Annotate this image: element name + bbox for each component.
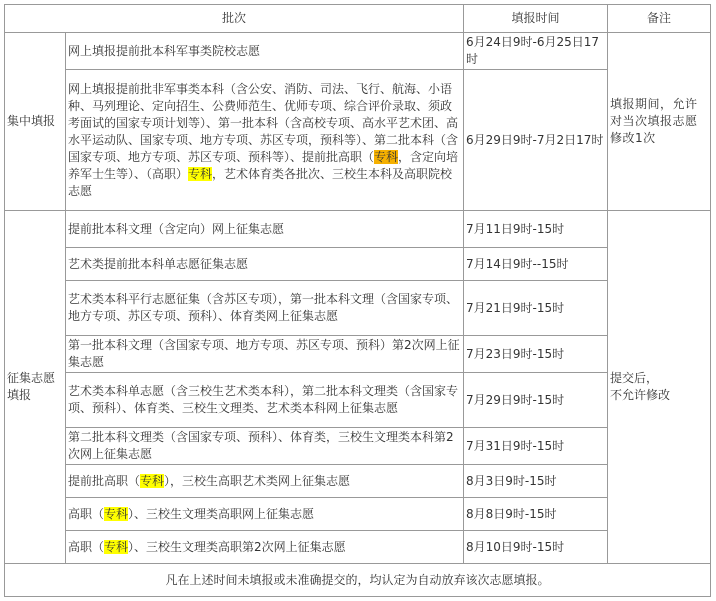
time-cell: 8月10日9时-15时 [464, 531, 608, 564]
batch-cell: 第二批本科文理类（含国家专项、预科）、体育类，三校生文理类本科第2次网上征集志愿 [66, 428, 464, 465]
batch-cell: 提前批本科文理（含定向）网上征集志愿 [66, 211, 464, 248]
table-row [5, 498, 711, 531]
time-cell: 8月8日9时-15时 [464, 498, 608, 531]
batch-text: ，艺术体育类各批次、三校生本科及高职院校志愿 [68, 166, 453, 198]
batch-cell: 艺术类本科平行志愿征集（含苏区专项），第一批本科文理（含国家专项、地方专项、苏区专项、预科）、体育类网上征集志愿 [66, 281, 464, 336]
batch-text: 高职（ [68, 506, 105, 521]
table-row [5, 373, 711, 428]
zhuanke-highlight: 专科 [188, 166, 213, 181]
table-row [5, 281, 711, 336]
group-label-supplementary: 征集志愿填报 [5, 211, 66, 564]
batch-cell: 艺术类本科单志愿（含三校生艺术类本科），第二批本科文理类（含国家专项、预科）、体育类、三校生文理类、艺术类本科网上征集志愿 [66, 373, 464, 428]
batch-text: ，含定向培养军士生等）、（高职） [68, 149, 459, 181]
time-cell: 7月14日9时--15时 [464, 248, 608, 281]
batch-text: 网上填报提前批非军事类本科（含公安、消防、司法、飞行、航海、小语种、马列理论、定向招生、公费师范生、优师专项、综合评价录取、须政考面试的国家专项计划等）、第一批本科（含高校专项、高水平艺术团、高水平运动队、国家专项、地方专项、苏区专项，预科等）、第二批本科（含国家专项、地方专项、苏区专项、预科等）、提前批高职（ [68, 81, 459, 164]
table-row [5, 428, 711, 465]
batch-text: 提前批高职（ [68, 473, 141, 488]
header-note: 备注 [608, 5, 711, 33]
time-cell: 6月29日9时-7月2日17时 [464, 70, 608, 211]
header-batch: 批次 [5, 5, 464, 33]
group-note-supplementary: 提交后， 不允许修改 [608, 211, 711, 564]
time-cell: 7月21日9时-15时 [464, 281, 608, 336]
time-cell: 7月31日9时-15时 [464, 428, 608, 465]
zhuanke-highlight: 专科 [104, 506, 129, 521]
time-cell: 8月3日9时-15时 [464, 465, 608, 498]
time-cell: 7月23日9时-15时 [464, 336, 608, 373]
batch-cell: 网上填报提前批本科军事类院校志愿 [66, 33, 464, 70]
table-row [5, 70, 711, 211]
table-row [5, 211, 711, 248]
time-cell: 7月29日9时-15时 [464, 373, 608, 428]
footer-row [5, 564, 711, 597]
schedule-table [4, 4, 711, 597]
zhuanke-highlight: 专科 [140, 473, 165, 488]
batch-text: ）、三校生文理类高职第2次网上征集志愿 [128, 539, 346, 554]
batch-cell [66, 498, 464, 531]
batch-cell [66, 465, 464, 498]
table-row [5, 248, 711, 281]
footer-note: 凡在上述时间未填报或未准确提交的，均认定为自动放弃该次志愿填报。 [5, 564, 711, 597]
batch-cell [66, 70, 464, 211]
table-row [5, 336, 711, 373]
time-cell: 7月11日9时-15时 [464, 211, 608, 248]
zhuanke-highlight: 专科 [374, 149, 399, 164]
zhuanke-highlight: 专科 [104, 539, 129, 554]
table-row [5, 33, 711, 70]
batch-cell: 艺术类提前批本科单志愿征集志愿 [66, 248, 464, 281]
table-row [5, 465, 711, 498]
batch-text: 高职（ [68, 539, 105, 554]
group-label-centralized: 集中填报 [5, 33, 66, 211]
group-note-centralized: 填报期间，允许对当次填报志愿修改1次 [608, 33, 711, 211]
header-time: 填报时间 [464, 5, 608, 33]
time-cell: 6月24日9时-6月25日17时 [464, 33, 608, 70]
batch-text: ）、三校生文理类高职网上征集志愿 [128, 506, 315, 521]
batch-cell: 第一批本科文理（含国家专项、地方专项、苏区专项、预科）第2次网上征集志愿 [66, 336, 464, 373]
batch-text: ），三校生高职艺术类网上征集志愿 [164, 473, 351, 488]
table-row [5, 531, 711, 564]
header-row [5, 5, 711, 33]
batch-cell [66, 531, 464, 564]
